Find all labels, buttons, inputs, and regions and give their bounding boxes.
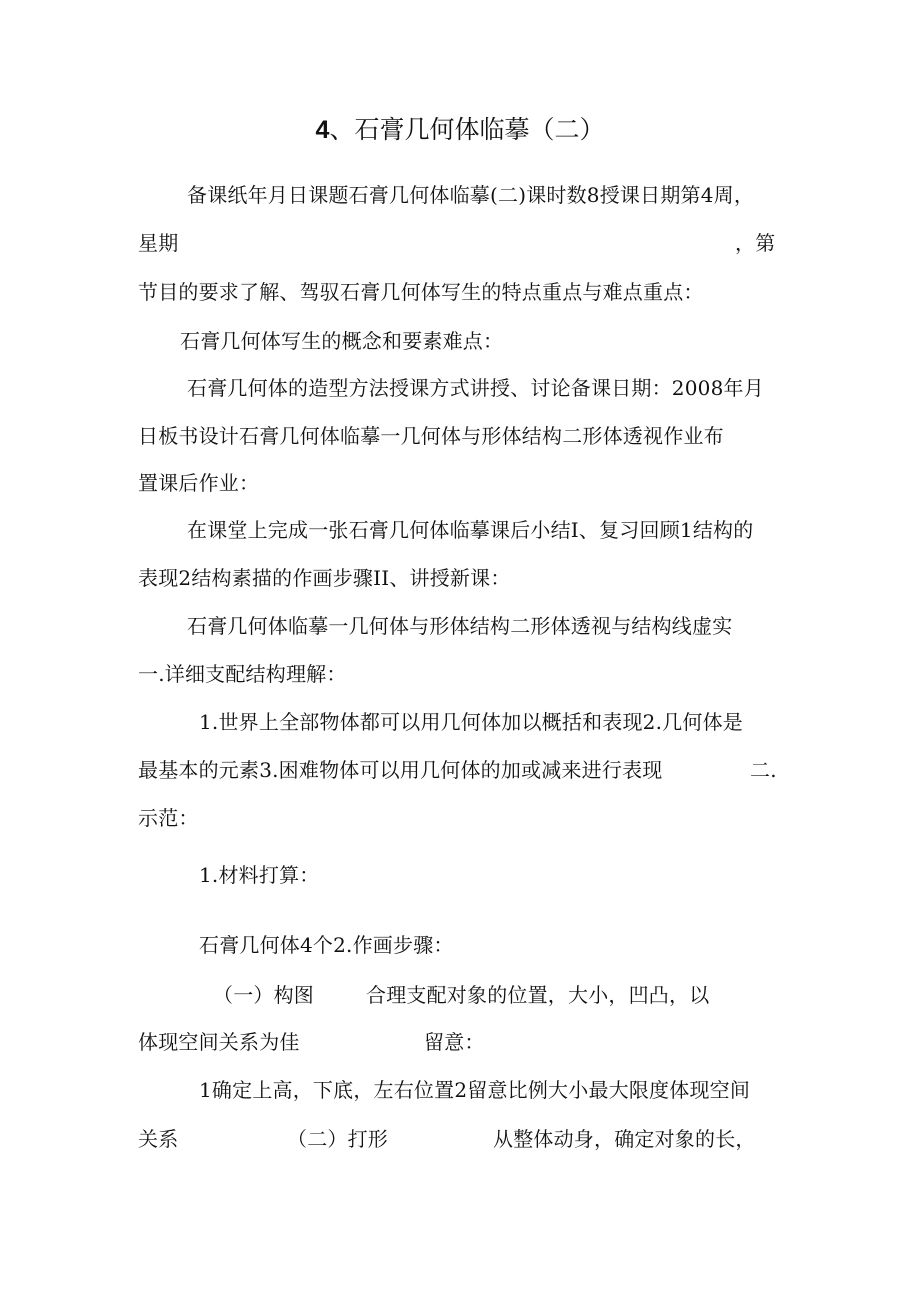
title-number: 4 [315, 116, 330, 144]
text-line-13-start: 最基本的元素3.困难物体可以用几何体的加或减来进行表现 [138, 758, 663, 782]
text-line-16: 石膏几何体4个2.作画步骤： [199, 933, 454, 957]
text-line-1: 备课纸年月日课题石膏几何体临摹(二)课时数8授课日期第4周， [187, 183, 755, 207]
text-line-11: 一.详细支配结构理解： [138, 662, 347, 686]
text-line-5: 石膏几何体的造型方法授课方式讲授、讨论备课日期：2008年月 [187, 376, 764, 400]
text-line-9: 表现2结构素描的作画步骤II、讲授新课： [138, 566, 511, 590]
text-line-7: 置课后作业： [138, 471, 260, 495]
text-line-12: 1.世界上全部物体都可以用几何体加以概括和表现2.几何体是 [199, 710, 743, 734]
text-line-19: 1确定上高，下底，左右位置2留意比例大小最大限度体现空间 [199, 1078, 751, 1102]
text-line-6: 日板书设计石膏几何体临摹一几何体与形体结构二形体透视作业布 [138, 424, 724, 448]
text-line-18-end: 留意： [424, 1030, 485, 1054]
text-line-2-start: 星期 [138, 231, 179, 255]
text-line-2-end: ，第 [735, 231, 776, 255]
text-line-3: 节目的要求了解、驾驭石膏几何体写生的特点重点与难点重点： [138, 280, 704, 304]
text-line-8: 在课堂上完成一张石膏几何体临摹课后小结I、复习回顾1结构的 [187, 518, 754, 542]
text-line-14: 示范： [138, 806, 199, 830]
text-line-20-end: 从整体动身，确定对象的长， [493, 1127, 756, 1151]
text-line-15: 1.材料打算： [199, 863, 320, 887]
title-text: 、石膏几何体临摹（二） [329, 115, 605, 144]
text-line-4: 石膏几何体写生的概念和要素难点： [180, 329, 504, 353]
document-title [0, 112, 920, 148]
text-line-10: 石膏几何体临摹一几何体与形体结构二形体透视与结构线虚实 [187, 614, 733, 638]
text-line-17-start: （一）构图 [213, 983, 314, 1007]
text-line-18-start: 体现空间关系为佳 [138, 1030, 300, 1054]
text-line-20-start: 关系 [138, 1127, 179, 1151]
text-line-17-end: 合理支配对象的位置，大小，凹凸，以 [366, 983, 710, 1007]
text-line-20-middle: （二）打形 [287, 1127, 388, 1151]
text-line-13-end: 二. [750, 758, 777, 782]
